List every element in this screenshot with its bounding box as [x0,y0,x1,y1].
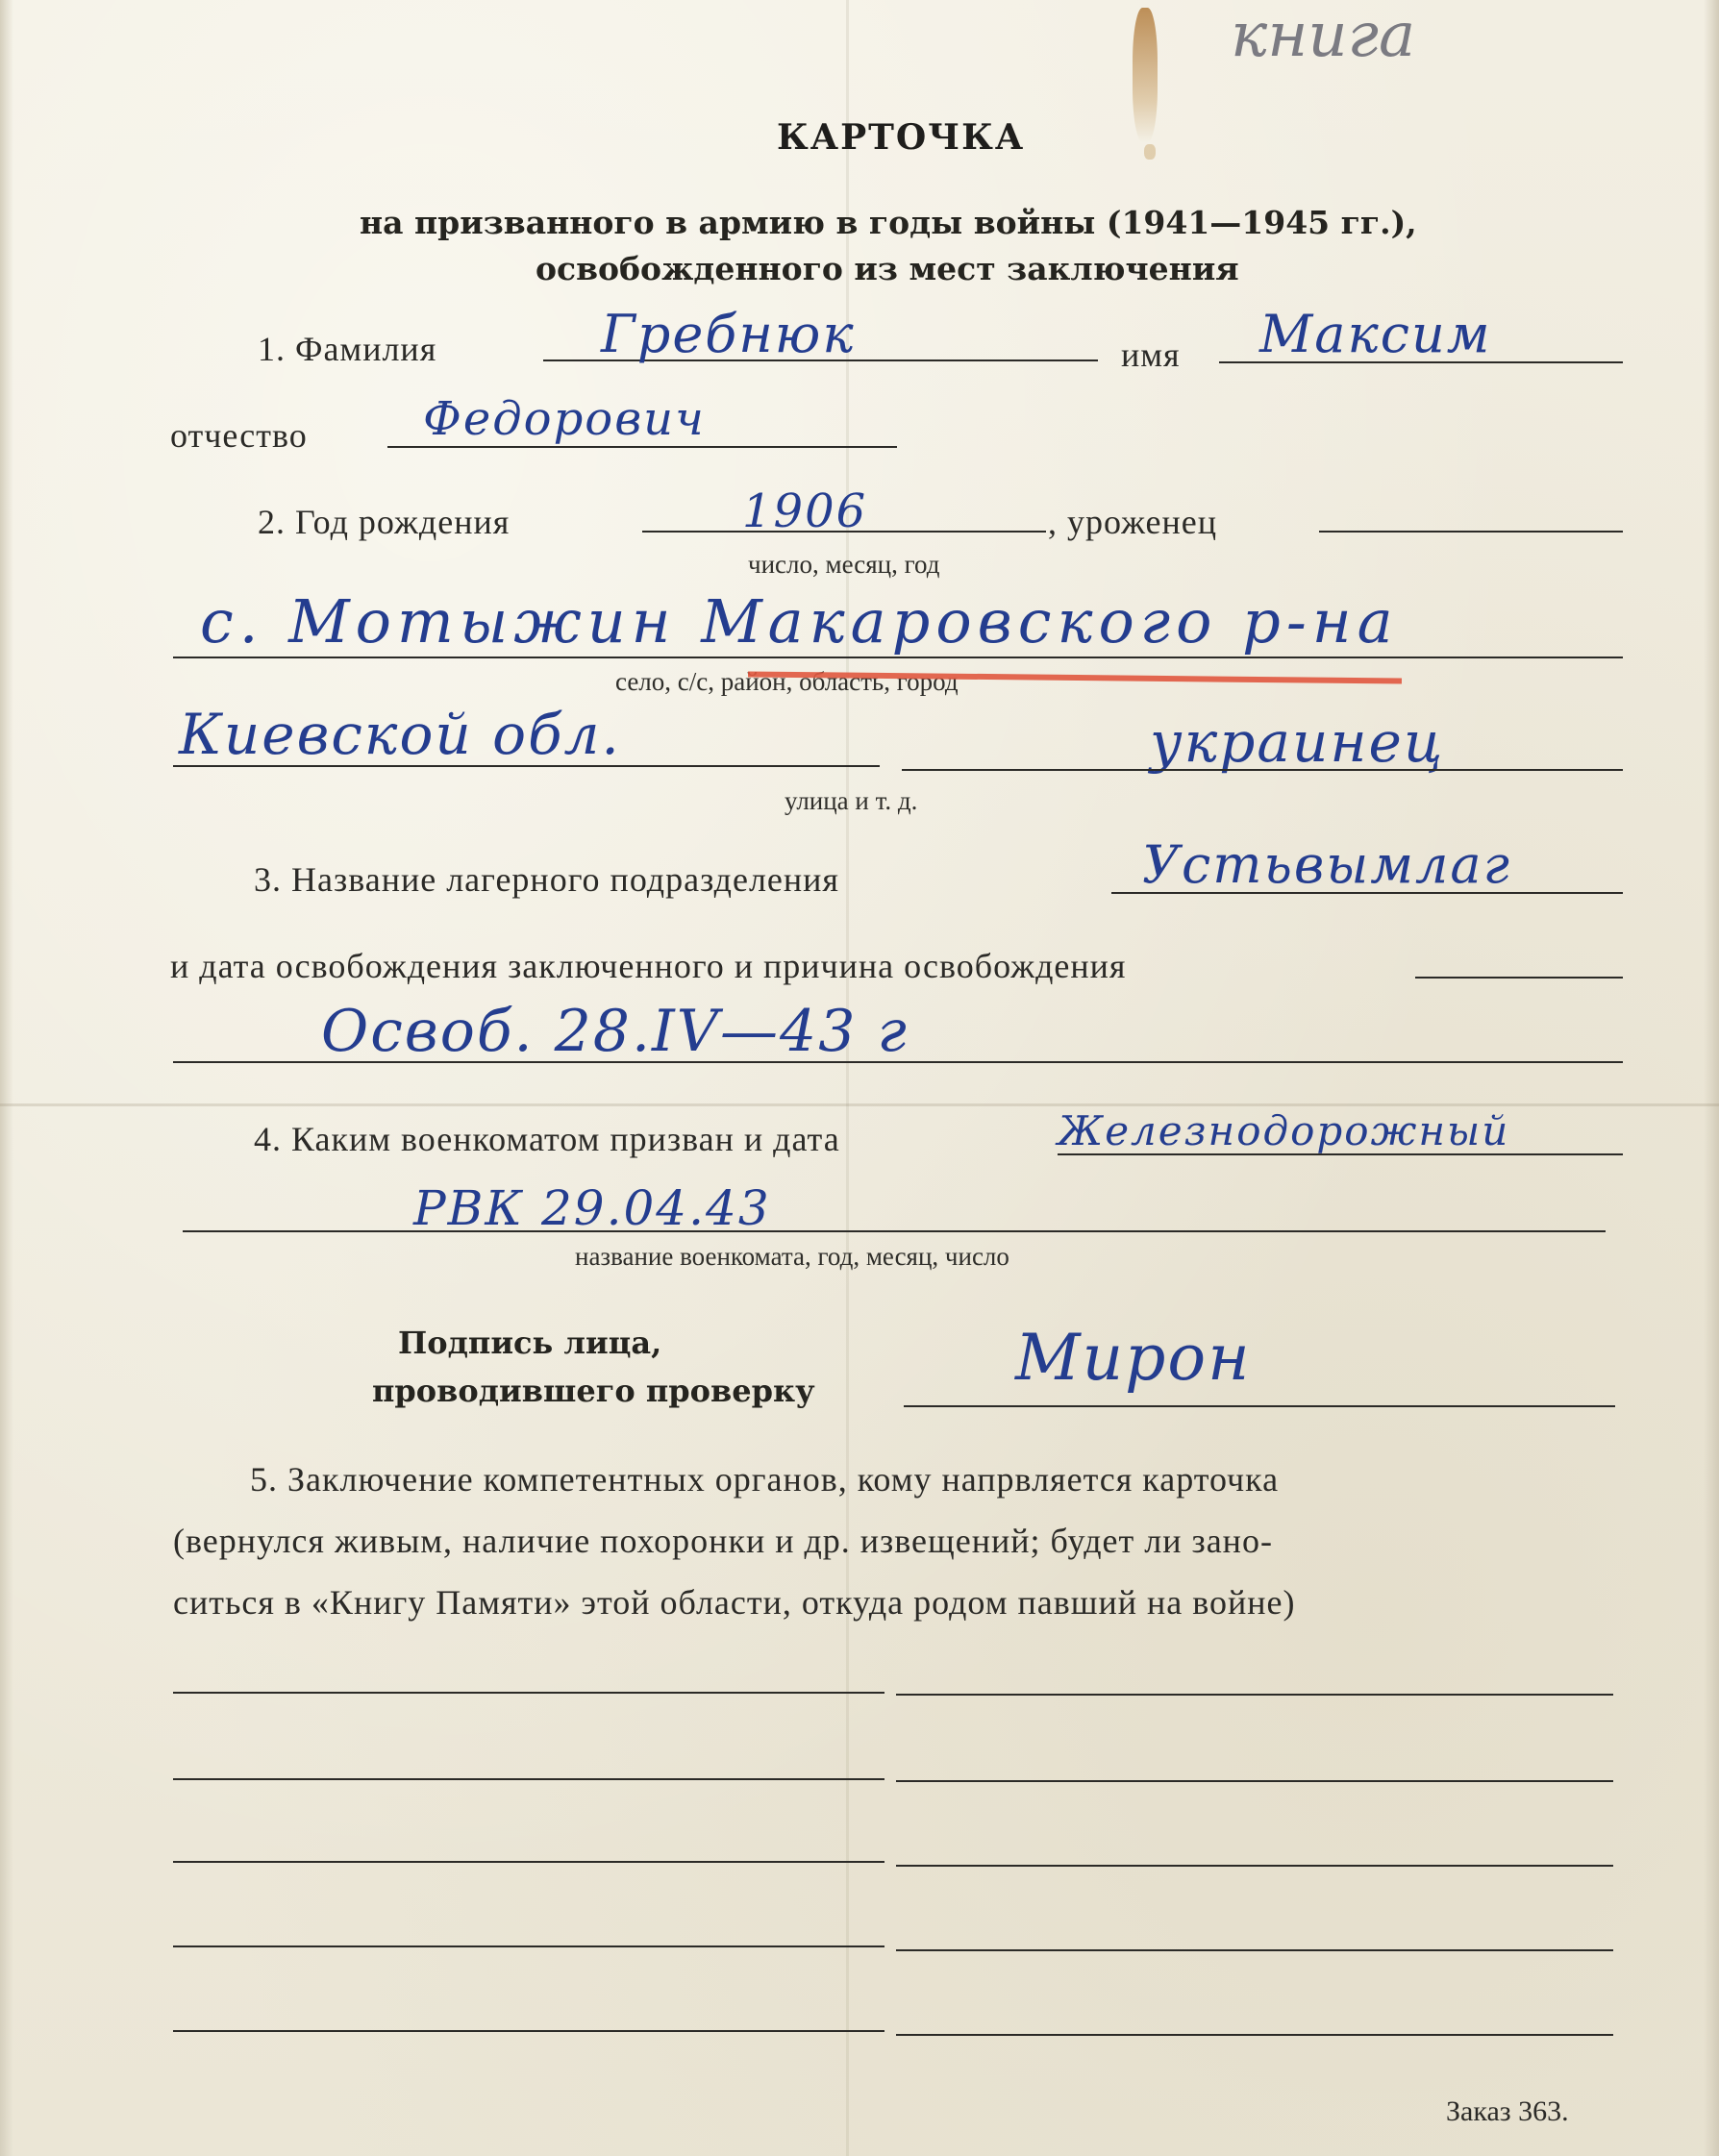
signature-value: Мирон [1015,1321,1252,1395]
signature-label-line1: Подпись лица, [398,1325,662,1361]
native-of-label: , уроженец [1048,503,1217,541]
birthplace-value: с. Мотыжин Макаровского р-на [200,586,1399,657]
camp-value: Устьвымлаг [1142,834,1511,895]
name-label: имя [1121,335,1181,374]
conclusion-line-4b [896,1949,1613,1951]
card-subtitle-line2: освобожденного из мест заключения [536,250,1239,287]
release-value: Освоб. 28.IV—43 г [321,998,909,1065]
street-caption: улица и т. д. [785,786,918,815]
paper-edge-right [1704,0,1719,2156]
release-line [173,1061,1623,1063]
enlistment-caption: название военкомата, год, месяц, число [575,1242,1009,1271]
release-label: и дата освобождения заключенного и причина освобождения [170,947,1127,985]
conclusion-line-2a [173,1778,884,1780]
paper-stain [1133,8,1158,142]
nationality-line [902,769,1623,771]
enlistment-label: 4. Каким военкоматом призван и дата [254,1120,840,1158]
conclusion-line-5b [896,2034,1613,2036]
nationality-value: украинец [1150,709,1445,775]
surname-label: 1. Фамилия [258,330,437,368]
enlistment-label-line [1058,1153,1623,1155]
birth-year-label: 2. Год рождения [258,503,511,541]
conclusion-text-line2: (вернулся живым, наличие похоронки и др. извещений; будет ли зано- [173,1522,1273,1560]
region-value: Киевской обл. [179,702,621,767]
birth-year-value: 1906 [742,484,868,538]
enlistment-date-value: РВК 29.04.43 [413,1180,771,1236]
conclusion-line-1a [173,1692,884,1694]
signature-label-line2: проводившего проверку [372,1373,815,1409]
conclusion-line-3a [173,1861,884,1863]
birthplace-line [173,657,1623,658]
card-subtitle-line1: на призванного в армию в годы войны (1941—1945 гг.), [360,204,1417,241]
conclusion-text-line1: 5. Заключение компетентных органов, кому напрвляется карточка [250,1460,1280,1499]
signature-line [904,1405,1615,1407]
patronymic-line [387,446,897,448]
region-line [173,765,880,767]
order-number: Заказ 363. [1446,2095,1569,2127]
name-value: Максим [1259,304,1492,364]
birth-year-caption: число, месяц, год [748,550,940,579]
enlistment-line [183,1230,1606,1232]
camp-label: 3. Название лагерного подразделения [254,860,839,899]
release-label-line [1415,977,1623,979]
pencil-corner-note: книга [1231,0,1416,71]
conclusion-line-3b [896,1865,1613,1867]
card-title: КАРТОЧКА [777,117,1026,158]
paper-stain-small [1144,144,1156,160]
conclusion-line-5a [173,2030,884,2032]
conclusion-line-1b [896,1694,1613,1696]
conclusion-line-2b [896,1780,1613,1782]
surname-value: Гребнюк [601,304,856,364]
patronymic-label: отчество [170,416,308,455]
conclusion-text-line3: ситься в «Книгу Памяти» этой области, откуда родом павший на войне) [173,1583,1296,1622]
paper-fold-horizontal [0,1103,1719,1106]
conclusion-line-4a [173,1945,884,1947]
patronymic-value: Федорович [423,392,706,446]
native-of-line [1319,531,1623,533]
birthplace-caption: село, с/с, район, область, город [615,667,959,696]
enlistment-office-value: Железнодорожный [1058,1107,1510,1154]
paper-edge-left [0,0,13,2156]
